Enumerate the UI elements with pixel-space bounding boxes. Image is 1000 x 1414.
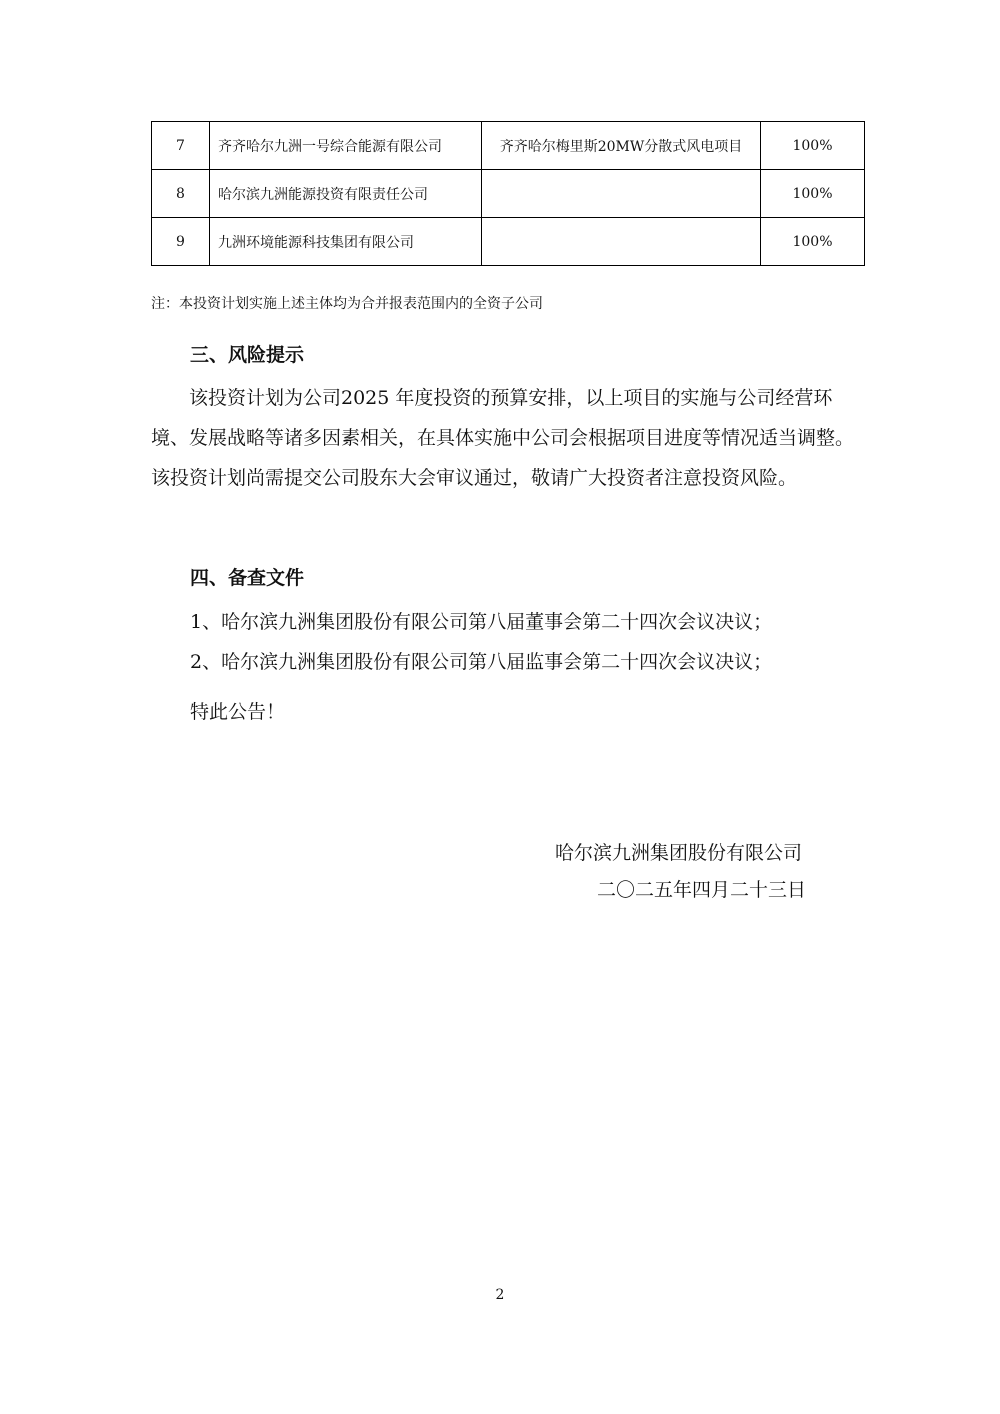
table-row	[152, 218, 865, 266]
ownership-ratio: 100%	[761, 170, 865, 218]
project-name	[482, 218, 761, 266]
company-name: 九洲环境能源科技集团有限公司	[210, 218, 482, 266]
section-4-heading: 四、备查文件	[190, 567, 305, 589]
reference-item-2: 2、哈尔滨九洲集团股份有限公司第八届监事会第二十四次会议决议；	[190, 651, 773, 673]
row-number: 7	[152, 122, 210, 170]
company-name: 哈尔滨九洲能源投资有限责任公司	[210, 170, 482, 218]
ownership-ratio: 100%	[761, 218, 865, 266]
risk-paragraph: 该投资计划为公司2025 年度投资的预算安排，以上项目的实施与公司经营环境、发展战略等诸多因素相关，在具体实施中公司会根据项目进度等情况适当调整。该投资计划尚需提交公司股东大会审议通过，敬请广大投资者注意投资风险。	[151, 387, 855, 489]
project-name: 齐齐哈尔梅里斯20MW分散式风电项目	[482, 122, 761, 170]
reference-item-1: 1、哈尔滨九洲集团股份有限公司第八届董事会第二十四次会议决议；	[190, 611, 773, 633]
row-number: 9	[152, 218, 210, 266]
project-name	[482, 170, 761, 218]
ownership-ratio: 100%	[761, 122, 865, 170]
investment-table	[151, 121, 865, 266]
table-row	[152, 122, 865, 170]
signature-company: 哈尔滨九洲集团股份有限公司	[555, 842, 803, 864]
signature-date: 二〇二五年四月二十三日	[597, 879, 807, 901]
table-note: 注：本投资计划实施上述主体均为合并报表范围内的全资子公司	[151, 296, 543, 312]
row-number: 8	[152, 170, 210, 218]
closing-remark: 特此公告！	[190, 701, 286, 723]
section-3-heading: 三、风险提示	[190, 344, 305, 366]
table-row	[152, 170, 865, 218]
page-number: 2	[495, 1287, 505, 1303]
company-name: 齐齐哈尔九洲一号综合能源有限公司	[210, 122, 482, 170]
